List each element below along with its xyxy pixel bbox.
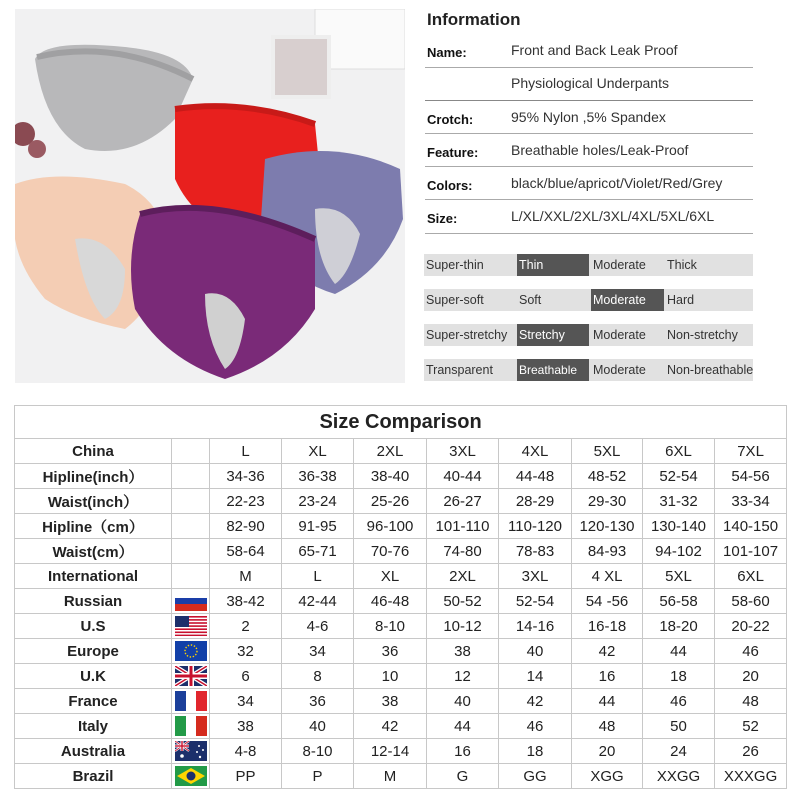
size-cell: 42 [354,714,427,739]
size-cell: 12 [427,664,499,689]
flag-cell [172,439,210,464]
size-cell: 40 [499,639,572,664]
france-flag-icon [175,691,207,711]
size-cell: 6XL [643,439,715,464]
size-cell: 34 [210,689,282,714]
size-cell: 6 [210,664,282,689]
uk-flag-icon [175,666,207,686]
size-cell: 101-107 [715,539,787,564]
size-cell: M [354,764,427,789]
row-label: Brazil [15,764,172,789]
size-cell: 20 [572,739,643,764]
size-cell: 18 [643,664,715,689]
size-cell: 4-8 [210,739,282,764]
size-cell: 2 [210,614,282,639]
row-label: Europe [15,639,172,664]
scale-option: Super-thin [426,258,484,272]
scale-thickness [424,254,753,276]
size-cell: 38-42 [210,589,282,614]
info-row-crotch [425,101,753,134]
scale-option: Moderate [593,328,646,342]
size-cell: 110-120 [499,514,572,539]
size-cell: 52 [715,714,787,739]
size-cell: 36 [282,689,354,714]
size-cell: G [427,764,499,789]
size-cell: P [282,764,354,789]
size-cell: 14-16 [499,614,572,639]
size-cell: 36 [354,639,427,664]
size-cell: 20-22 [715,614,787,639]
size-cell: 140-150 [715,514,787,539]
table-row [15,614,787,639]
info-label: Crotch: [427,112,474,127]
row-label: France [15,689,172,714]
table-row [15,589,787,614]
size-cell: 20 [715,664,787,689]
size-cell: 74-80 [427,539,499,564]
size-cell: 50 [643,714,715,739]
size-cell: 3XL [427,439,499,464]
size-comparison-table [14,405,787,789]
table-row [15,514,787,539]
flag-cell [172,464,210,489]
scale-option-selected: Stretchy [517,324,589,346]
size-cell: 78-83 [499,539,572,564]
size-cell: 23-24 [282,489,354,514]
size-cell: 22-23 [210,489,282,514]
size-cell: 65-71 [282,539,354,564]
size-cell: 4 XL [572,564,643,589]
size-cell: 18 [499,739,572,764]
size-cell: 58-64 [210,539,282,564]
table-row [15,439,787,464]
product-photo [15,9,405,383]
size-cell: 32 [210,639,282,664]
size-cell: 40-44 [427,464,499,489]
table-row [15,764,787,789]
size-cell: 46-48 [354,589,427,614]
table-row [15,489,787,514]
row-label: Hipline（cm） [15,514,172,539]
brazil-flag-icon [175,766,207,786]
australia-flag-icon [175,741,207,761]
size-cell: 14 [499,664,572,689]
size-cell: 7XL [715,439,787,464]
scale-option: Hard [667,293,695,307]
size-cell: 44 [572,689,643,714]
size-cell: 120-130 [572,514,643,539]
size-cell: 2XL [427,564,499,589]
table-row [15,664,787,689]
size-cell: 52-54 [643,464,715,489]
size-cell: 33-34 [715,489,787,514]
size-cell: 8-10 [282,739,354,764]
row-label: International [15,564,172,589]
size-cell: 94-102 [643,539,715,564]
table-title: Size Comparison [15,406,787,439]
size-cell: 34-36 [210,464,282,489]
scale-option: Non-breathable [667,363,753,377]
table-row [15,714,787,739]
size-cell: 91-95 [282,514,354,539]
row-label: Australia [15,739,172,764]
row-label: U.S [15,614,172,639]
size-cell: L [210,439,282,464]
info-row-name [425,34,753,68]
size-cell: PP [210,764,282,789]
flag-cell [172,614,210,639]
size-cell: 8 [282,664,354,689]
size-cell: 26 [715,739,787,764]
flag-cell [172,539,210,564]
table-row [15,539,787,564]
size-cell: 58-60 [715,589,787,614]
size-cell: 40 [427,689,499,714]
size-cell: XGG [572,764,643,789]
size-cell: 5XL [572,439,643,464]
russia-flag-icon [175,591,207,611]
size-cell: 48 [572,714,643,739]
info-value: Physiological Underpants [511,75,669,91]
row-label: Waist(cm） [15,539,172,564]
size-cell: 82-90 [210,514,282,539]
info-row-feature [425,134,753,167]
scale-option-selected: Moderate [591,289,664,311]
table-row [15,564,787,589]
size-cell: 42 [572,639,643,664]
info-row-name-cont [425,68,753,101]
flag-cell [172,589,210,614]
info-title: Information [427,10,521,29]
size-cell: 10-12 [427,614,499,639]
size-cell: 44 [643,639,715,664]
size-cell: 38 [427,639,499,664]
size-cell: 16 [572,664,643,689]
flag-cell [172,764,210,789]
scale-option: Transparent [426,363,493,377]
row-label: Italy [15,714,172,739]
row-label: China [15,439,172,464]
size-cell: 36-38 [282,464,354,489]
scale-stretch [424,324,753,346]
size-cell: 8-10 [354,614,427,639]
flag-cell [172,639,210,664]
size-cell: 31-32 [643,489,715,514]
info-value: 95% Nylon ,5% Spandex [511,109,666,125]
size-cell: 29-30 [572,489,643,514]
info-label: Feature: [427,145,479,160]
size-cell: 48 [715,689,787,714]
size-cell: 70-76 [354,539,427,564]
scale-softness [424,289,753,311]
product-photo-illustration [15,9,405,383]
size-cell: XL [354,564,427,589]
flag-cell [172,489,210,514]
scale-option-selected: Thin [517,254,589,276]
row-label: Hipline(inch） [15,464,172,489]
size-cell: GG [499,764,572,789]
size-cell: 6XL [715,564,787,589]
size-cell: 16-18 [572,614,643,639]
size-cell: M [210,564,282,589]
size-cell: 46 [715,639,787,664]
size-cell: 38-40 [354,464,427,489]
scale-option: Thick [667,258,697,272]
info-row-colors [425,167,753,200]
size-cell: 42-44 [282,589,354,614]
size-cell: 25-26 [354,489,427,514]
table-row [15,464,787,489]
scale-option: Super-stretchy [426,328,508,342]
info-label: Name: [427,45,467,60]
table-row [15,739,787,764]
flag-cell [172,689,210,714]
size-cell: XXXGG [715,764,787,789]
size-cell: 50-52 [427,589,499,614]
flag-cell [172,714,210,739]
table-row [15,689,787,714]
scale-option: Soft [519,293,542,307]
table-title-row [15,406,787,439]
info-value: Breathable holes/Leak-Proof [511,142,689,158]
size-cell: 40 [282,714,354,739]
size-cell: 46 [499,714,572,739]
size-cell: 16 [427,739,499,764]
size-cell: 4XL [499,439,572,464]
size-cell: 12-14 [354,739,427,764]
flag-cell [172,514,210,539]
size-cell: L [282,564,354,589]
size-cell: 56-58 [643,589,715,614]
size-cell: 2XL [354,439,427,464]
row-label: Russian [15,589,172,614]
size-cell: XXGG [643,764,715,789]
table-row [15,639,787,664]
info-value: black/blue/apricot/Violet/Red/Grey [511,175,723,191]
size-cell: 28-29 [499,489,572,514]
size-cell: 38 [210,714,282,739]
size-cell: 54 -56 [572,589,643,614]
size-cell: 44-48 [499,464,572,489]
usa-flag-icon [175,616,207,636]
scale-option: Super-soft [426,293,484,307]
size-cell: 54-56 [715,464,787,489]
scale-option: Moderate [593,363,646,377]
row-label: Waist(inch） [15,489,172,514]
scale-option: Non-stretchy [667,328,738,342]
size-cell: 44 [427,714,499,739]
size-cell: 18-20 [643,614,715,639]
eu-flag-icon [175,641,207,661]
size-cell: 42 [499,689,572,714]
scale-option-selected: Breathable [517,359,589,381]
info-row-size [425,200,753,234]
size-cell: 26-27 [427,489,499,514]
size-cell: 38 [354,689,427,714]
size-cell: 84-93 [572,539,643,564]
size-cell: 101-110 [427,514,499,539]
size-cell: 46 [643,689,715,714]
size-cell: 5XL [643,564,715,589]
flag-cell [172,564,210,589]
size-cell: 52-54 [499,589,572,614]
size-cell: 10 [354,664,427,689]
info-value: Front and Back Leak Proof [511,42,678,58]
flag-cell [172,664,210,689]
row-label: U.K [15,664,172,689]
size-cell: XL [282,439,354,464]
info-value: L/XL/XXL/2XL/3XL/4XL/5XL/6XL [511,208,715,224]
size-cell: 4-6 [282,614,354,639]
size-cell: 96-100 [354,514,427,539]
info-label: Colors: [427,178,473,193]
size-cell: 34 [282,639,354,664]
scale-breathability [424,359,753,381]
size-cell: 130-140 [643,514,715,539]
size-cell: 24 [643,739,715,764]
italy-flag-icon [175,716,207,736]
flag-cell [172,739,210,764]
info-label: Size: [427,211,458,226]
size-cell: 48-52 [572,464,643,489]
size-cell: 3XL [499,564,572,589]
scale-option: Moderate [593,258,646,272]
